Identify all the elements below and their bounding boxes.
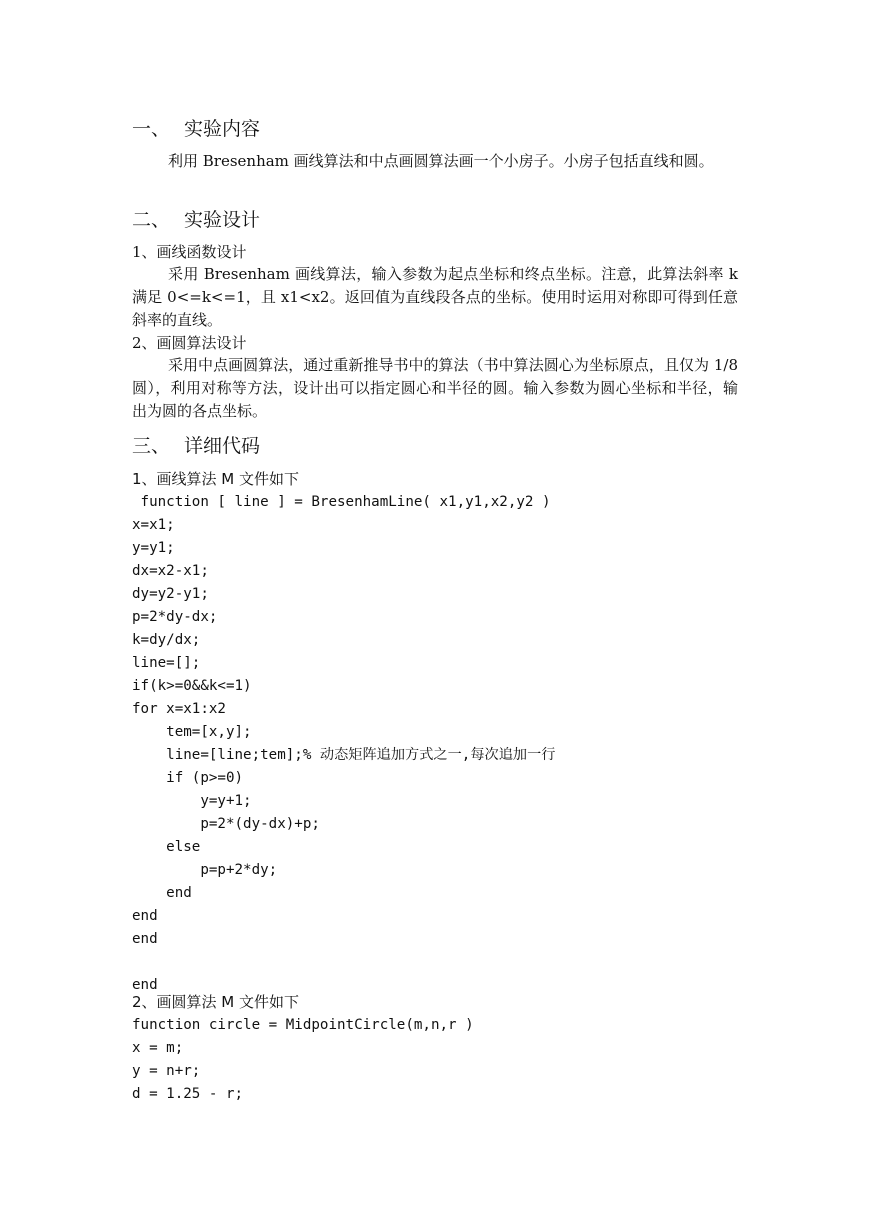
code-line (132, 951, 752, 974)
code-line: if (p>=0) (132, 770, 244, 786)
section-heading-code (132, 434, 260, 458)
code-line: k=dy/dx; (132, 632, 201, 648)
code-block-bresenham (132, 491, 752, 997)
section-title: 详细代码 (184, 435, 261, 457)
code-line: function circle = MidpointCircle(m,n,r ) (132, 1017, 474, 1033)
code-line: y = n+r; (132, 1063, 201, 1079)
code-line: p=2*dy-dx; (132, 609, 218, 625)
code-line: end (132, 931, 158, 947)
code-line: line=[]; (132, 655, 201, 671)
code-line: for x=x1:x2 (132, 701, 226, 717)
code-line: p=2*(dy-dx)+p; (132, 816, 320, 832)
code-line: tem=[x,y]; (132, 724, 252, 740)
section-heading-content (132, 117, 260, 141)
code-line: end (132, 885, 192, 901)
section-title: 实验设计 (184, 209, 261, 231)
subheading-circle-code: 2、画圆算法 M 文件如下 (132, 993, 300, 1011)
paragraph-circle-design: 采用中点画圆算法，通过重新推导书中的算法（书中算法圆心为坐标原点，且仅为 1/8 圆），利用对称等方法，设计出可以指定圆心和半径的圆。输入参数为圆心坐标和半径，输出为圆的各点坐标。 (132, 356, 738, 420)
paragraph-content: 利用 Bresenham 画线算法和中点画圆算法画一个小房子。小房子包括直线和圆。 (168, 152, 714, 170)
section-heading-design (132, 208, 260, 232)
code-line: function [ line ] = BresenhamLine( x1,y1,x2,y2 ) (132, 494, 551, 510)
code-line: y=y1; (132, 540, 175, 556)
code-line: p=p+2*dy; (132, 862, 278, 878)
code-line: d = 1.25 - r; (132, 1086, 244, 1102)
section-title: 实验内容 (184, 118, 261, 140)
code-line: dy=y2-y1; (132, 586, 209, 602)
section-number: 二、 (132, 209, 171, 231)
code-line: line=[line;tem];% 动态矩阵追加方式之一,每次追加一行 (132, 747, 556, 763)
code-line: x=x1; (132, 517, 175, 533)
section-number: 三、 (132, 435, 171, 457)
paragraph-line-design: 采用 Bresenham 画线算法，输入参数为起点坐标和终点坐标。注意，此算法斜率 k 满足 0<=k<=1，且 x1<x2。返回值为直线段各点的坐标。使用时运用对称即可得到任意斜率的直线。 (132, 265, 738, 329)
subheading-circle-design: 2、画圆算法设计 (132, 334, 247, 352)
section-number: 一、 (132, 118, 171, 140)
subheading-line-code: 1、画线算法 M 文件如下 (132, 470, 300, 488)
code-line: end (132, 977, 158, 993)
code-block-midpoint-circle (132, 1014, 752, 1106)
code-line: end (132, 908, 158, 924)
subheading-line-design: 1、画线函数设计 (132, 243, 247, 261)
code-line: dx=x2-x1; (132, 563, 209, 579)
code-line: else (132, 839, 201, 855)
code-line: if(k>=0&&k<=1) (132, 678, 252, 694)
code-line: y=y+1; (132, 793, 252, 809)
code-line: x = m; (132, 1040, 184, 1056)
